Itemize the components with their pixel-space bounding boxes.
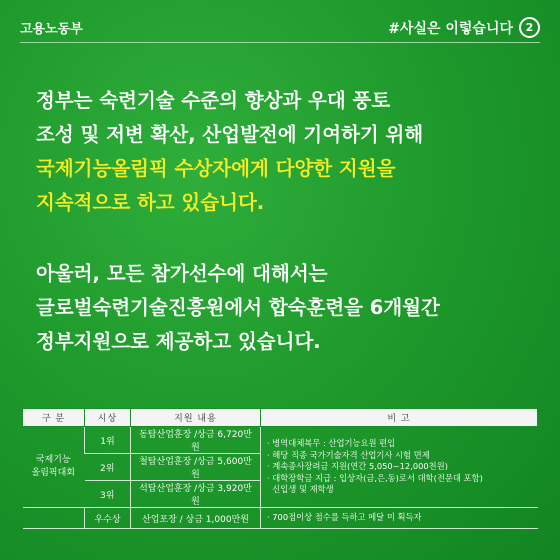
rank-cell: 3위 — [85, 481, 131, 508]
highlight-line: 지속적으로 하고 있습니다. — [36, 191, 265, 214]
paragraph-line: 조성 및 저변 확산, 산업발전에 기여하기 위해 — [36, 123, 424, 146]
note-line: · 해당 직종 국가기술자격 산업기사 시험 면제 — [267, 449, 430, 460]
ministry-name: 고용노동부 — [20, 22, 83, 37]
rank-cell: 우수상 — [85, 508, 131, 529]
table-header-row — [23, 409, 538, 427]
rank-cell: 1위 — [85, 427, 131, 454]
note-line: · 병역대체복무 : 산업기능요원 편입 — [267, 438, 396, 449]
rank-cell: 2위 — [85, 454, 131, 481]
support-table — [22, 408, 538, 529]
last-note-cell: · 700점이상 점수를 득하고 메달 미 획득자 — [261, 508, 538, 529]
category-cell — [23, 427, 85, 508]
paragraph-line: 글로벌숙련기술진흥원에서 합숙훈련을 6개월간 — [36, 296, 440, 319]
table-header-cell: 비 고 — [261, 409, 538, 427]
table-header-cell: 시상 — [85, 409, 131, 427]
paragraph-line: 아울러, 모든 참가선수에 대해서는 — [36, 262, 328, 285]
highlight-line: 국제기능올림픽 수상자에게 다양한 지원을 — [36, 157, 396, 180]
page-number-badge: 2 — [519, 17, 540, 38]
note-line: 신입생 및 재학생 — [267, 484, 334, 495]
paragraph-support — [36, 84, 540, 220]
support-cell: 산업포장 / 상금 1,000만원 — [131, 508, 261, 529]
header-divider — [20, 42, 540, 43]
factcheck-title — [388, 17, 540, 38]
notes-cell — [261, 427, 538, 508]
category-label: 국제기능 올림픽대회 — [31, 455, 75, 478]
table-header-cell: 지원 내용 — [131, 409, 261, 427]
support-cell: 동탑산업훈장 /상금 6,720만원 — [131, 427, 261, 454]
factcheck-label: #사실은 이렇습니다 — [388, 20, 513, 37]
paragraph-line: 정부는 숙련기술 수준의 향상과 우대 풍토 — [36, 89, 391, 112]
paragraph-line: 정부지원으로 제공하고 있습니다. — [36, 330, 321, 353]
support-cell: 철탑산업훈장 /상금 5,600만원 — [131, 454, 261, 481]
table-row — [23, 508, 538, 529]
paragraph-training — [36, 257, 540, 359]
empty-category-cell — [23, 508, 85, 529]
support-cell: 석탑산업훈장 /상금 3,920만원 — [131, 481, 261, 508]
table-header-cell: 구 분 — [23, 409, 85, 427]
note-line: · 계속종사장려금 지원(연간 5,050~12,000천원) — [267, 461, 448, 472]
table-row — [23, 427, 538, 454]
support-table-wrapper — [22, 408, 538, 529]
note-line: · 대학장학금 지급 : 입상자(금,은,동)로서 대학(전문대 포함) — [267, 472, 483, 483]
